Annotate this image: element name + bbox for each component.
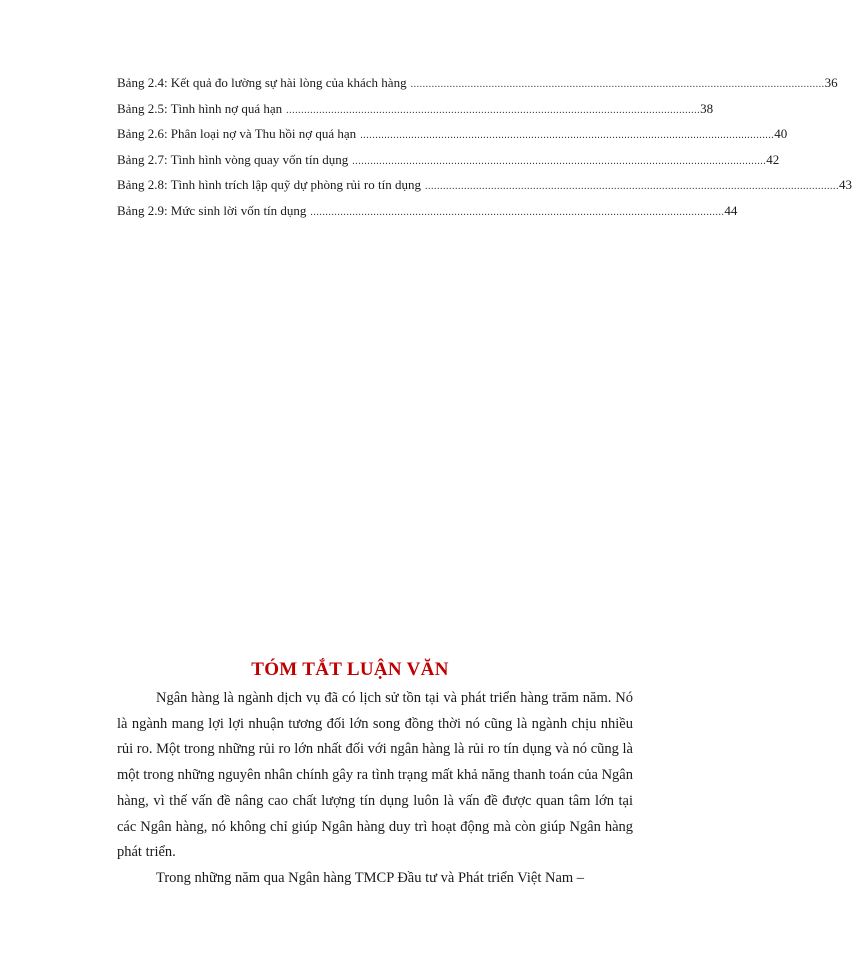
toc-label: Bảng 2.6: Phân loại nợ và Thu hồi nợ quá hạn	[117, 126, 357, 141]
toc-page-number: 38	[700, 100, 714, 116]
toc-row[interactable]	[117, 121, 788, 147]
toc-leader-dots: ..........................................................................................................................................	[352, 155, 767, 167]
toc-leader-dots: ..........................................................................................................................................	[286, 104, 701, 116]
table-list	[117, 70, 852, 223]
summary-paragraph: Trong những năm qua Ngân hàng TMCP Đầu tư và Phát triển Việt Nam –	[156, 869, 585, 886]
toc-page-number: 36	[824, 75, 838, 90]
toc-row[interactable]	[117, 70, 838, 96]
toc-page-number: 43	[838, 177, 852, 192]
toc-page-number: 40	[774, 126, 788, 141]
toc-row[interactable]	[117, 172, 852, 198]
toc-label: Bảng 2.9: Mức sinh lời vốn tín dụng	[117, 202, 307, 218]
toc-row[interactable]	[117, 198, 738, 224]
toc-label: Bảng 2.8: Tình hình trích lập quỹ dự phòng rủi ro tín dụng	[117, 177, 421, 192]
toc-row[interactable]	[117, 96, 714, 122]
toc-leader-dots: ..........................................................................................................................................	[424, 181, 839, 192]
toc-page-number: 42	[766, 151, 780, 167]
toc-page-number: 44	[724, 202, 738, 218]
summary-body	[117, 686, 633, 892]
toc-label: Bảng 2.7: Tình hình vòng quay vốn tín dụng	[117, 151, 349, 167]
summary-paragraph: Ngân hàng là ngành dịch vụ đã có lịch sử tồn tại và phát triển hàng trăm năm. Nó là ngành mang lợi lợi nhuận tương đối lớn song đồng thời nó cũng là ngành chịu nhiều rủi ro. Một trong những rủi ro lớn nhất đối với ngân hàng là rủi ro tín dụng và nó cũng là một trong những nguyên nhân chính gây ra tình trạng mất khả năng thanh toán của Ngân hàng, vì thế vấn đề nâng cao chất lượng tín dụng luôn là vấn đề được quan tâm lớn tại các Ngân hàng, nó không chỉ giúp Ngân hàng duy trì hoạt động mà còn giúp Ngân hàng phát triển.	[117, 690, 633, 861]
toc-leader-dots: ..........................................................................................................................................	[410, 79, 825, 90]
toc-row[interactable]	[117, 147, 780, 173]
summary-title: TÓM TẮT LUẬN VĂN	[251, 659, 449, 680]
toc-leader-dots: ..........................................................................................................................................	[360, 130, 775, 141]
toc-leader-dots: ..........................................................................................................................................	[310, 206, 725, 218]
toc-label: Bảng 2.5: Tình hình nợ quá hạn	[117, 100, 283, 116]
toc-label: Bảng 2.4: Kết quả đo lường sự hài lòng của khách hàng	[117, 75, 407, 90]
